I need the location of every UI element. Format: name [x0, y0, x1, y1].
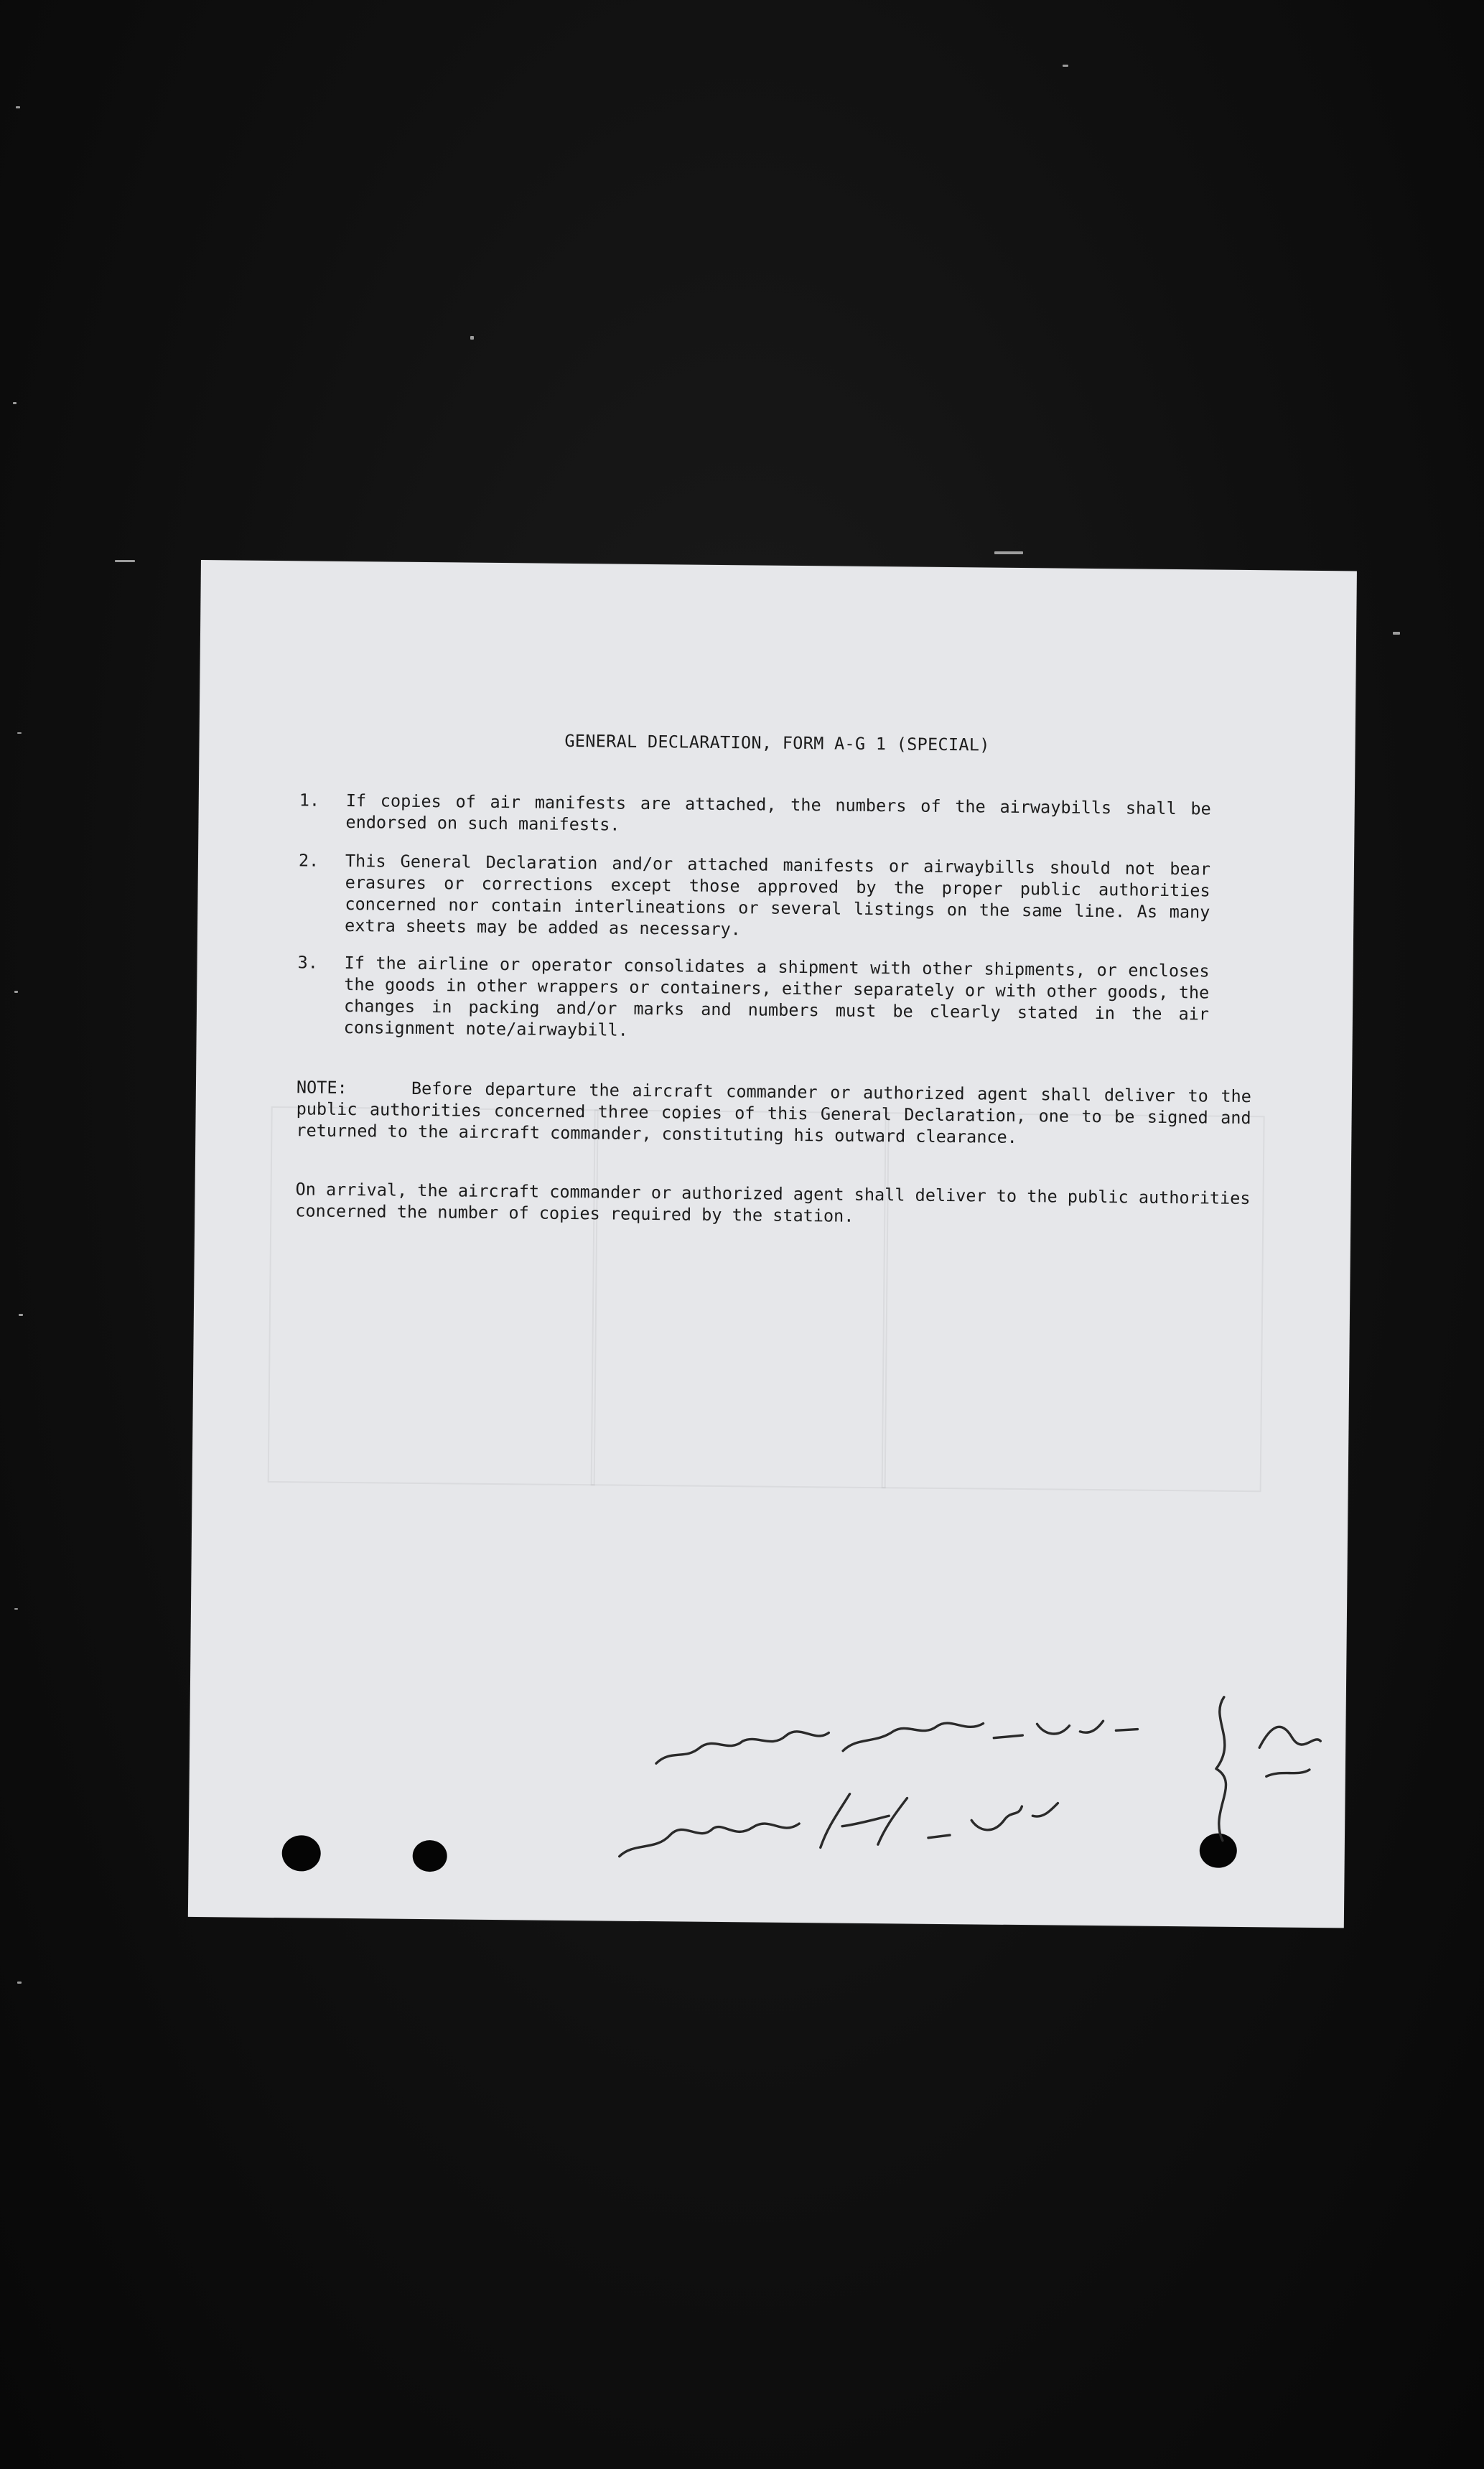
arrival-paragraph: On arrival, the aircraft commander or authorized agent shall deliver to the public authorities concerned the number of copies required by the station.	[295, 1179, 1251, 1226]
scan-speck	[19, 1314, 23, 1316]
scan-speck	[13, 402, 17, 404]
instruction-item	[299, 789, 1211, 841]
bleed-through-box	[268, 1106, 1265, 1492]
scan-speck	[1063, 65, 1068, 67]
punch-hole	[281, 1835, 320, 1872]
scan-speck	[994, 551, 1023, 554]
form-title: GENERAL DECLARATION, FORM A-G 1 (SPECIAL)	[564, 730, 990, 755]
scan-speck	[14, 1608, 18, 1610]
item-text: If copies of air manifests are attached, the numbers of the airwaybills shall be endorsed on such manifests.	[345, 790, 1211, 835]
item-number: 3.	[297, 952, 319, 973]
note-text: Before departure the aircraft commander or authorized agent shall deliver to the public authorities concerned three copies of this General Declaration, one to be signed and returned to the aircraft commander, constituting his outward clearance.	[296, 1078, 1252, 1147]
handwritten-names	[590, 1662, 1339, 1885]
document-page	[188, 560, 1357, 1928]
scan-speck	[17, 732, 22, 734]
scan-speck	[17, 1982, 22, 1984]
item-text: If the airline or operator consolidates a shipment with other shipments, or encloses the goods in other wrappers or containers, either separately or with other goods, the changes in packing and/or marks and numbers must be clearly stated in the air consignment note/airwaybill.	[343, 952, 1210, 1040]
item-number: 1.	[299, 790, 320, 811]
instruction-item	[298, 849, 1210, 944]
item-number: 2.	[298, 850, 319, 871]
item-text: This General Declaration and/or attached manifests or airwaybills should not bear erasures or corrections except those approved by the proper public authorities concerned nor contain interlineations or several listings on the same line. As many extra sheets may be added as necessary.	[344, 850, 1211, 940]
note-paragraph	[296, 1076, 1251, 1150]
instruction-item	[297, 951, 1210, 1046]
scan-speck	[16, 106, 20, 108]
scan-speck	[1393, 632, 1400, 635]
scan-speck	[470, 336, 474, 340]
note-label: NOTE:	[296, 1077, 347, 1098]
scan-speck	[14, 991, 18, 993]
punch-hole	[412, 1840, 447, 1872]
scan-speck	[115, 560, 135, 562]
